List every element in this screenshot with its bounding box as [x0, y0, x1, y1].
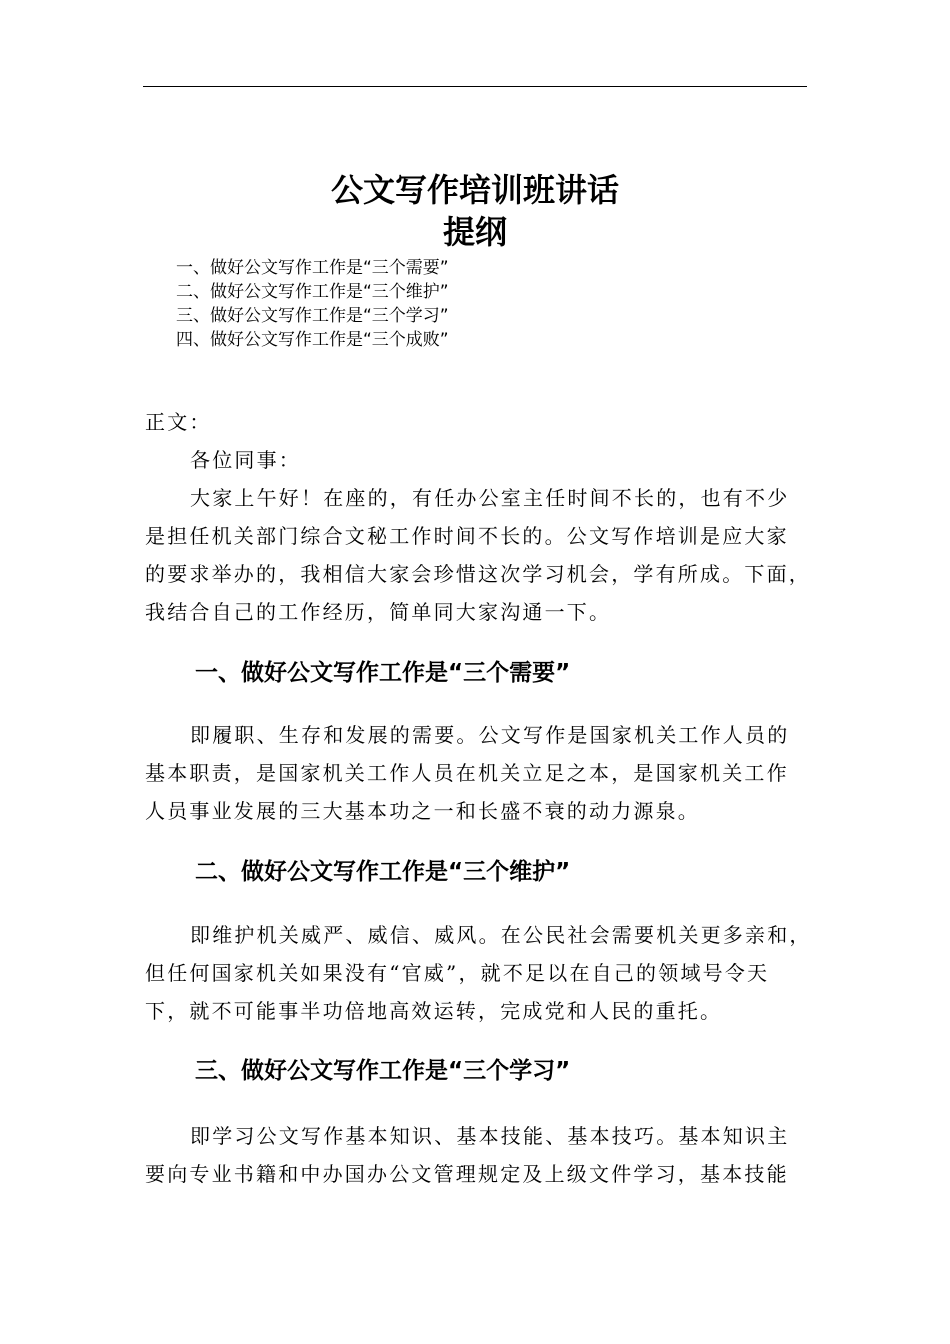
salutation: 各位同事：	[190, 448, 301, 472]
section-paragraph	[145, 1117, 815, 1193]
paragraph-line: 大家上午好！在座的，有任办公室主任时间不长的，也有不少	[190, 486, 790, 510]
salutation-block	[190, 441, 860, 479]
paragraph-line: 但任何国家机关如果没有“官威”，就不足以在自己的领域号令天	[145, 961, 770, 985]
paragraph-line: 人员事业发展的三大基本功之一和长盛不衰的动力源泉。	[145, 799, 700, 823]
section-heading: 三、做好公文写作工作是“三个学习”	[195, 1058, 571, 1084]
outline-list	[176, 256, 449, 352]
outline-item: 二、做好公文写作工作是“三个维护”	[176, 282, 449, 302]
document-title-line2: 提纲	[442, 213, 507, 251]
header-rule	[143, 86, 807, 87]
body-label-block	[145, 403, 815, 441]
paragraph-line: 我结合自己的工作经历，简单同大家沟通一下。	[145, 600, 612, 624]
intro-paragraph	[145, 479, 815, 631]
paragraph-line: 是担任机关部门综合文秘工作时间不长的。公文写作培训是应大家	[145, 524, 789, 548]
section-paragraph	[145, 916, 815, 1030]
outline-item: 三、做好公文写作工作是“三个学习”	[176, 306, 449, 326]
paragraph-line: 的要求举办的，我相信大家会珍惜这次学习机会，学有所成。下面，	[145, 562, 811, 586]
outline-item: 一、做好公文写作工作是“三个需要”	[176, 258, 449, 278]
document-title: 公文写作培训班讲话	[330, 171, 619, 209]
section-paragraph	[145, 716, 815, 830]
section-heading: 一、做好公文写作工作是“三个需要”	[195, 660, 571, 686]
outline-item: 四、做好公文写作工作是“三个成败”	[176, 330, 449, 350]
paragraph-line: 即维护机关威严、威信、威风。在公民社会需要机关更多亲和，	[190, 923, 812, 947]
body-label: 正文：	[145, 410, 212, 434]
section-heading: 二、做好公文写作工作是“三个维护”	[195, 859, 571, 885]
paragraph-line: 基本职责，是国家机关工作人员在机关立足之本，是国家机关工作	[145, 761, 789, 785]
paragraph-line: 下，就不可能事半功倍地高效运转，完成党和人民的重托。	[145, 999, 723, 1023]
paragraph-line: 要向专业书籍和中办国办公文管理规定及上级文件学习，基本技能	[145, 1162, 789, 1186]
paragraph-line: 即履职、生存和发展的需要。公文写作是国家机关工作人员的	[190, 723, 790, 747]
paragraph-line: 即学习公文写作基本知识、基本技能、基本技巧。基本知识主	[190, 1124, 790, 1148]
